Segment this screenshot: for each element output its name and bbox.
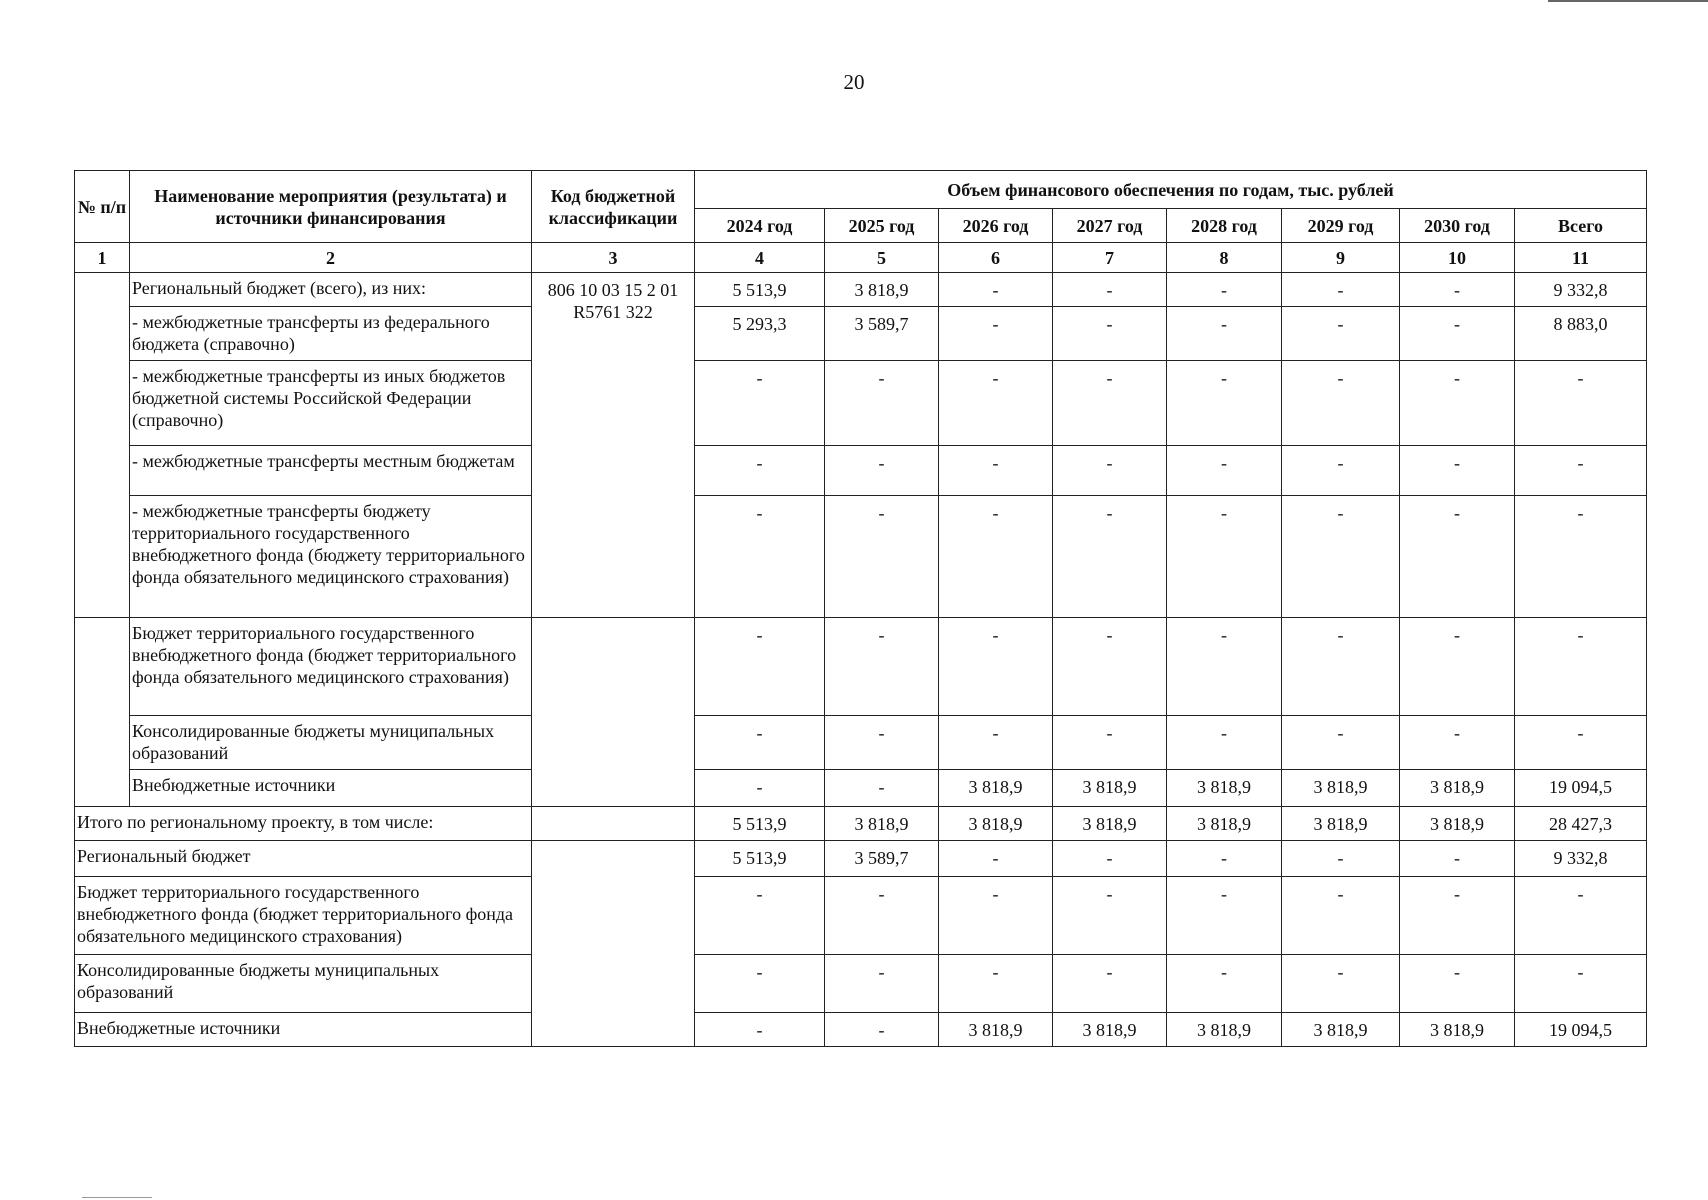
header-code: Код бюджетной классификации — [532, 171, 695, 243]
total-cell: 19 094,5 — [1515, 770, 1647, 807]
value-cell: - — [939, 307, 1053, 361]
column-number: 7 — [1053, 243, 1167, 273]
header-num: № п/п — [75, 171, 130, 243]
column-number: 5 — [825, 243, 939, 273]
value-cell: 3 818,9 — [825, 273, 939, 307]
row-name: - межбюджетные трансферты из иных бюджетов бюджетной системы Российской Федерации (справочно) — [130, 361, 532, 446]
value-cell: - — [1282, 446, 1400, 496]
value-cell: - — [825, 446, 939, 496]
row-name: Внебюджетные источники — [75, 1013, 532, 1047]
row-name: - межбюджетные трансферты местным бюджетам — [130, 446, 532, 496]
value-cell: 3 818,9 — [1400, 770, 1515, 807]
value-cell: - — [1053, 496, 1167, 618]
value-cell: - — [1053, 361, 1167, 446]
total-cell: - — [1515, 496, 1647, 618]
total-cell: 9 332,8 — [1515, 841, 1647, 877]
row-name: Консолидированные бюджеты муниципальных образований — [130, 716, 532, 770]
value-cell: - — [695, 770, 825, 807]
total-cell: - — [1515, 716, 1647, 770]
row-name: Внебюджетные источники — [130, 770, 532, 807]
value-cell: 5 293,3 — [695, 307, 825, 361]
total-cell: 9 332,8 — [1515, 273, 1647, 307]
column-number: 4 — [695, 243, 825, 273]
value-cell: - — [1400, 716, 1515, 770]
value-cell: - — [939, 618, 1053, 716]
table-row — [75, 361, 1647, 446]
value-cell: 3 589,7 — [825, 841, 939, 877]
value-cell: - — [695, 496, 825, 618]
top-rule — [1548, 0, 1708, 2]
value-cell: - — [1282, 618, 1400, 716]
value-cell: - — [825, 1013, 939, 1047]
column-number: 8 — [1167, 243, 1282, 273]
row-number-cell — [75, 273, 130, 618]
header-name: Наименование мероприятия (результата) и источники финансирования — [130, 171, 532, 243]
row-name: Бюджет территориального государственного внебюджетного фонда (бюджет территориального фонда обязательного медицинского страхования) — [75, 877, 532, 955]
table-row — [75, 446, 1647, 496]
row-number-cell — [75, 618, 130, 807]
value-cell: 3 818,9 — [1282, 807, 1400, 841]
value-cell: - — [1282, 716, 1400, 770]
header-year: 2025 год — [825, 209, 939, 243]
value-cell: - — [1053, 618, 1167, 716]
header-year: 2027 год — [1053, 209, 1167, 243]
value-cell: 3 818,9 — [825, 807, 939, 841]
value-cell: - — [1400, 496, 1515, 618]
value-cell: - — [939, 955, 1053, 1013]
value-cell: - — [1167, 307, 1282, 361]
total-cell: - — [1515, 618, 1647, 716]
value-cell: - — [1167, 841, 1282, 877]
header-year: 2028 год — [1167, 209, 1282, 243]
row-name: Региональный бюджет — [75, 841, 532, 877]
value-cell: 5 513,9 — [695, 807, 825, 841]
value-cell: - — [1167, 446, 1282, 496]
value-cell: - — [1053, 716, 1167, 770]
column-number: 6 — [939, 243, 1053, 273]
budget-table — [74, 170, 1647, 1047]
total-cell: 8 883,0 — [1515, 307, 1647, 361]
value-cell: - — [939, 446, 1053, 496]
total-cell: - — [1515, 877, 1647, 955]
header-year: 2024 год — [695, 209, 825, 243]
value-cell: - — [939, 361, 1053, 446]
value-cell: - — [1282, 307, 1400, 361]
row-name: Консолидированные бюджеты муниципальных образований — [75, 955, 532, 1013]
value-cell: - — [1167, 877, 1282, 955]
column-number: 9 — [1282, 243, 1400, 273]
value-cell: - — [1400, 618, 1515, 716]
value-cell: - — [1167, 955, 1282, 1013]
table-row — [75, 1013, 1647, 1047]
value-cell: 5 513,9 — [695, 273, 825, 307]
value-cell: 3 818,9 — [1400, 807, 1515, 841]
value-cell: - — [1053, 307, 1167, 361]
value-cell: 3 818,9 — [939, 770, 1053, 807]
value-cell: 3 589,7 — [825, 307, 939, 361]
total-row-name: Итого по региональному проекту, в том числе: — [75, 807, 532, 841]
value-cell: - — [1400, 841, 1515, 877]
total-row — [75, 807, 1647, 841]
value-cell: - — [825, 877, 939, 955]
column-number: 3 — [532, 243, 695, 273]
value-cell: - — [939, 841, 1053, 877]
code-cell-empty — [532, 841, 695, 1047]
budget-code: 806 10 03 15 2 01 R5761 322 — [532, 273, 695, 618]
value-cell: - — [939, 273, 1053, 307]
value-cell: - — [1282, 877, 1400, 955]
value-cell: 3 818,9 — [1167, 807, 1282, 841]
row-name: - межбюджетные трансферты из федерального бюджета (справочно) — [130, 307, 532, 361]
total-cell: - — [1515, 955, 1647, 1013]
value-cell: - — [695, 1013, 825, 1047]
value-cell: 3 818,9 — [1053, 770, 1167, 807]
value-cell: - — [1400, 273, 1515, 307]
total-cell: 19 094,5 — [1515, 1013, 1647, 1047]
table-row — [75, 877, 1647, 955]
value-cell: - — [1400, 955, 1515, 1013]
column-number: 1 — [75, 243, 130, 273]
value-cell: 3 818,9 — [1400, 1013, 1515, 1047]
value-cell: - — [1282, 361, 1400, 446]
total-cell: - — [1515, 446, 1647, 496]
value-cell: - — [1282, 496, 1400, 618]
value-cell: 3 818,9 — [1282, 1013, 1400, 1047]
value-cell: - — [1053, 877, 1167, 955]
table-row — [75, 307, 1647, 361]
value-cell: 3 818,9 — [1053, 807, 1167, 841]
value-cell: - — [825, 618, 939, 716]
value-cell: - — [1167, 716, 1282, 770]
value-cell: - — [695, 618, 825, 716]
value-cell: - — [939, 496, 1053, 618]
header-year: 2029 год — [1282, 209, 1400, 243]
value-cell: - — [695, 955, 825, 1013]
value-cell: - — [825, 955, 939, 1013]
value-cell: - — [695, 716, 825, 770]
value-cell: - — [1282, 273, 1400, 307]
value-cell: - — [939, 877, 1053, 955]
value-cell: - — [825, 496, 939, 618]
table-row — [75, 955, 1647, 1013]
value-cell: 3 818,9 — [1167, 770, 1282, 807]
row-name: Региональный бюджет (всего), из них: — [130, 273, 532, 307]
value-cell: - — [1167, 618, 1282, 716]
value-cell: 3 818,9 — [1053, 1013, 1167, 1047]
value-cell: - — [825, 770, 939, 807]
value-cell: - — [1400, 361, 1515, 446]
value-cell: - — [695, 877, 825, 955]
value-cell: - — [1400, 307, 1515, 361]
total-cell: 28 427,3 — [1515, 807, 1647, 841]
value-cell: 3 818,9 — [939, 1013, 1053, 1047]
table-row — [75, 770, 1647, 807]
value-cell: - — [1167, 496, 1282, 618]
column-number: 11 — [1515, 243, 1647, 273]
header-year: 2030 год — [1400, 209, 1515, 243]
header-volume: Объем финансового обеспечения по годам, тыс. рублей — [695, 171, 1647, 209]
value-cell: 3 818,9 — [1167, 1013, 1282, 1047]
bottom-rule — [82, 1197, 152, 1198]
table-row — [75, 841, 1647, 877]
value-cell: - — [1053, 955, 1167, 1013]
value-cell: - — [1053, 841, 1167, 877]
column-number: 2 — [130, 243, 532, 273]
value-cell: - — [939, 716, 1053, 770]
value-cell: - — [1282, 955, 1400, 1013]
value-cell: - — [1167, 361, 1282, 446]
table-row — [75, 496, 1647, 618]
value-cell: - — [1053, 446, 1167, 496]
code-cell-empty — [532, 807, 695, 841]
value-cell: - — [695, 446, 825, 496]
page-number: 20 — [843, 70, 865, 94]
value-cell: - — [825, 716, 939, 770]
value-cell: - — [1400, 446, 1515, 496]
value-cell: - — [825, 361, 939, 446]
value-cell: - — [1400, 877, 1515, 955]
value-cell: 5 513,9 — [695, 841, 825, 877]
value-cell: 3 818,9 — [939, 807, 1053, 841]
row-name: Бюджет территориального государственного внебюджетного фонда (бюджет территориального фонда обязательного медицинского страхования) — [130, 618, 532, 716]
row-name: - межбюджетные трансферты бюджету территориального государственного внебюджетного фонда (бюджету территориального фонда обязательного медицинского страхования) — [130, 496, 532, 618]
value-cell: - — [1167, 273, 1282, 307]
header-total: Всего — [1515, 209, 1647, 243]
total-cell: - — [1515, 361, 1647, 446]
header-year: 2026 год — [939, 209, 1053, 243]
value-cell: - — [695, 361, 825, 446]
value-cell: - — [1282, 841, 1400, 877]
value-cell: - — [1053, 273, 1167, 307]
value-cell: 3 818,9 — [1282, 770, 1400, 807]
column-number: 10 — [1400, 243, 1515, 273]
table-row — [75, 273, 1647, 307]
code-cell-empty — [532, 618, 695, 807]
table-row — [75, 618, 1647, 716]
table-row — [75, 716, 1647, 770]
